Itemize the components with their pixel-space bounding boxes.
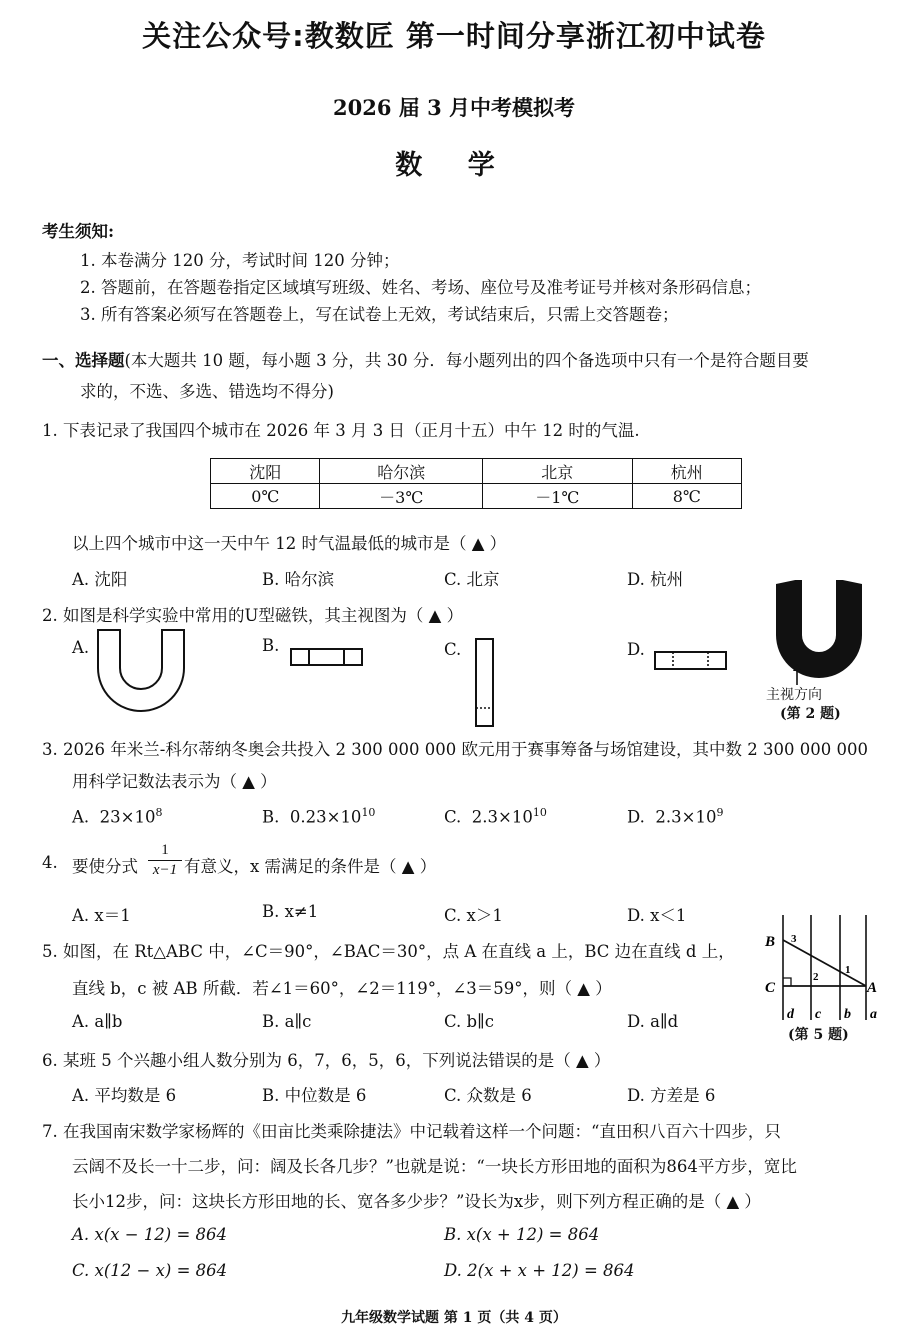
banner: 关注公众号:教数匠 第一时间分享浙江初中试卷: [142, 19, 766, 53]
table-row: [211, 484, 742, 509]
label-angle-1: 1: [845, 964, 851, 976]
notice-item: 1. 本卷满分 120 分，考试时间 120 分钟；: [80, 251, 400, 270]
page-footer: 九年级数学试题 第 1 页（共 4 页）: [341, 1310, 567, 1326]
option-b: B. x(x + 12) = 864: [444, 1225, 600, 1244]
label-d: d: [787, 1007, 794, 1022]
option-label: B.: [262, 807, 280, 827]
arrow-up-icon: [788, 664, 806, 686]
option-b: B. 哈尔滨: [262, 570, 335, 589]
fraction-denominator: x−1: [152, 862, 178, 878]
table-cell: 沈阳: [211, 459, 320, 484]
section-desc: (本大题共 10 题，每小题 3 分，共 30 分．每小题列出的四个备选项中只有一个是符合题目要: [124, 351, 809, 370]
q7-stem: 7. 在我国南宋数学家杨辉的《田亩比类乘除捷法》中记载着这样一个问题：“直田积八百六十四步，只: [42, 1122, 781, 1141]
q4-pre: 要使分式: [72, 857, 138, 876]
rect-dashed-figure: [654, 651, 728, 671]
option-b: B. x≠1: [262, 902, 319, 921]
option-c: C. b∥c: [444, 1012, 494, 1031]
label-angle-2: 2: [813, 971, 819, 983]
option-c: C. 众数是 6: [444, 1086, 532, 1105]
notice-item: 2. 答题前，在答题卷指定区域填写班级、姓名、考场、座位号及准考证号并核对条形码信息；: [80, 278, 761, 297]
label-b: b: [844, 1007, 851, 1022]
section-label: 一、选择题: [42, 351, 125, 370]
option-a: A. x(x − 12) = 864: [72, 1225, 228, 1244]
label-B: B: [765, 934, 776, 950]
label-a: a: [870, 1007, 877, 1022]
q5-geometry-figure: [760, 910, 890, 1022]
table-cell: 北京: [482, 459, 632, 484]
option-base: 23×10: [99, 807, 156, 827]
option-exp: 9: [716, 806, 724, 819]
option-d: D. 方差是 6: [627, 1086, 716, 1105]
option-d: D. x＜1: [627, 906, 687, 925]
section-heading: [42, 347, 809, 371]
option-a: A.: [72, 638, 90, 657]
q5-stem-cont: 直线 b，c 被 AB 所截．若∠1＝60°，∠2＝119°，∠3＝59°，则（ ▲ ）: [72, 979, 612, 998]
u-outline-figure: [96, 628, 186, 714]
q7-stem-cont: 云阔不及长一十二步，问：阔及长各几步？”也就是说：“一块长方形田地的面积为864平方步，宽比: [72, 1157, 797, 1176]
table-cell: 哈尔滨: [320, 459, 483, 484]
option-a: A. a∥b: [72, 1012, 123, 1031]
temperature-table: [210, 458, 742, 509]
option-b: [262, 806, 375, 827]
table-row: [211, 459, 742, 484]
q3-stem-cont: 用科学记数法表示为（ ▲ ）: [72, 772, 277, 791]
q2-view-direction: 主视方向: [766, 687, 822, 703]
option-d: D.: [627, 640, 645, 659]
q1-stem: 1. 下表记录了我国四个城市在 2026 年 3 月 3 日（正月十五）中午 12 时的气温.: [42, 421, 640, 440]
option-c: C.: [444, 640, 462, 659]
q1-question: 以上四个城市中这一天中午 12 时气温最低的城市是（ ▲ ）: [72, 534, 507, 553]
segment-ab: [783, 940, 866, 986]
option-d: D. a∥d: [627, 1012, 679, 1031]
fraction-numerator: 1: [161, 842, 169, 858]
option-d: D. 杭州: [627, 570, 684, 589]
rect-3-segment-figure: [290, 648, 364, 666]
option-a: A. 沈阳: [72, 570, 128, 589]
option-c: C. x(12 − x) = 864: [72, 1261, 228, 1280]
q4-number: 4.: [42, 853, 58, 872]
option-label: A.: [72, 807, 90, 827]
label-angle-3: 3: [791, 933, 797, 945]
tall-rect-figure: [474, 638, 496, 728]
option-base: 2.3×10: [655, 807, 717, 827]
option-a: A. 平均数是 6: [72, 1086, 177, 1105]
q2-figure-caption: (第 2 题): [780, 706, 841, 722]
option-exp: 10: [532, 806, 547, 819]
label-c: c: [815, 1007, 822, 1022]
notice-heading: 考生须知:: [42, 222, 115, 241]
option-a: A. x＝1: [72, 906, 131, 925]
q6-stem: 6. 某班 5 个兴趣小组人数分别为 6，7，6，5，6，下列说法错误的是（ ▲ ）: [42, 1051, 611, 1070]
option-b: B. a∥c: [262, 1012, 312, 1031]
option-a: [72, 806, 163, 827]
table-cell: 8℃: [632, 484, 742, 509]
q2-stem: 2. 如图是科学实验中常用的U型磁铁，其主视图为（ ▲ ）: [42, 606, 464, 625]
q4-post: 有意义，x 需满足的条件是（ ▲ ）: [184, 857, 437, 876]
label-A: A: [867, 980, 878, 996]
option-c: [444, 806, 547, 827]
table-cell: 0℃: [211, 484, 320, 509]
option-b: B. 中位数是 6: [262, 1086, 367, 1105]
table-cell: －1℃: [482, 484, 632, 509]
option-label: D.: [627, 807, 645, 827]
option-b: B.: [262, 636, 280, 655]
section-desc-cont: 求的，不选、多选、错选均不得分): [80, 382, 334, 401]
exam-title: 2026 届 3 月中考模拟考: [333, 95, 575, 120]
table-cell: －3℃: [320, 484, 483, 509]
q7-stem-cont: 长小12步，问：这块长方形田地的长、宽各多少步？”设长为x步，则下列方程正确的是（ ▲ ）: [72, 1192, 761, 1211]
option-base: 0.23×10: [289, 807, 362, 827]
option-base: 2.3×10: [471, 807, 533, 827]
option-c: C. 北京: [444, 570, 500, 589]
label-C: C: [765, 980, 776, 996]
fraction-bar: [148, 860, 182, 861]
right-angle-mark: [783, 978, 791, 986]
q5-figure-caption: (第 5 题): [788, 1027, 849, 1043]
table-cell: 杭州: [632, 459, 742, 484]
option-d: D. 2(x + x + 12) = 864: [444, 1261, 635, 1280]
option-exp: 10: [361, 806, 376, 819]
q5-stem: 5. 如图，在 Rt△ABC 中，∠C＝90°，∠BAC＝30°，点 A 在直线 a 上，BC 边在直线 d 上，: [42, 942, 735, 961]
option-d: [627, 806, 723, 827]
option-exp: 8: [155, 806, 163, 819]
q3-stem: 3. 2026 年米兰-科尔蒂纳冬奥会共投入 2 300 000 000 欧元用于赛事筹备与场馆建设，其中数 2 300 000 000: [42, 740, 868, 759]
fraction: [148, 842, 182, 879]
notice-item: 3. 所有答案必须写在答题卷上，写在试卷上无效，考试结束后，只需上交答题卷；: [80, 305, 679, 324]
subject-title: 数 学: [395, 150, 513, 181]
option-label: C.: [444, 807, 462, 827]
option-c: C. x＞1: [444, 906, 503, 925]
